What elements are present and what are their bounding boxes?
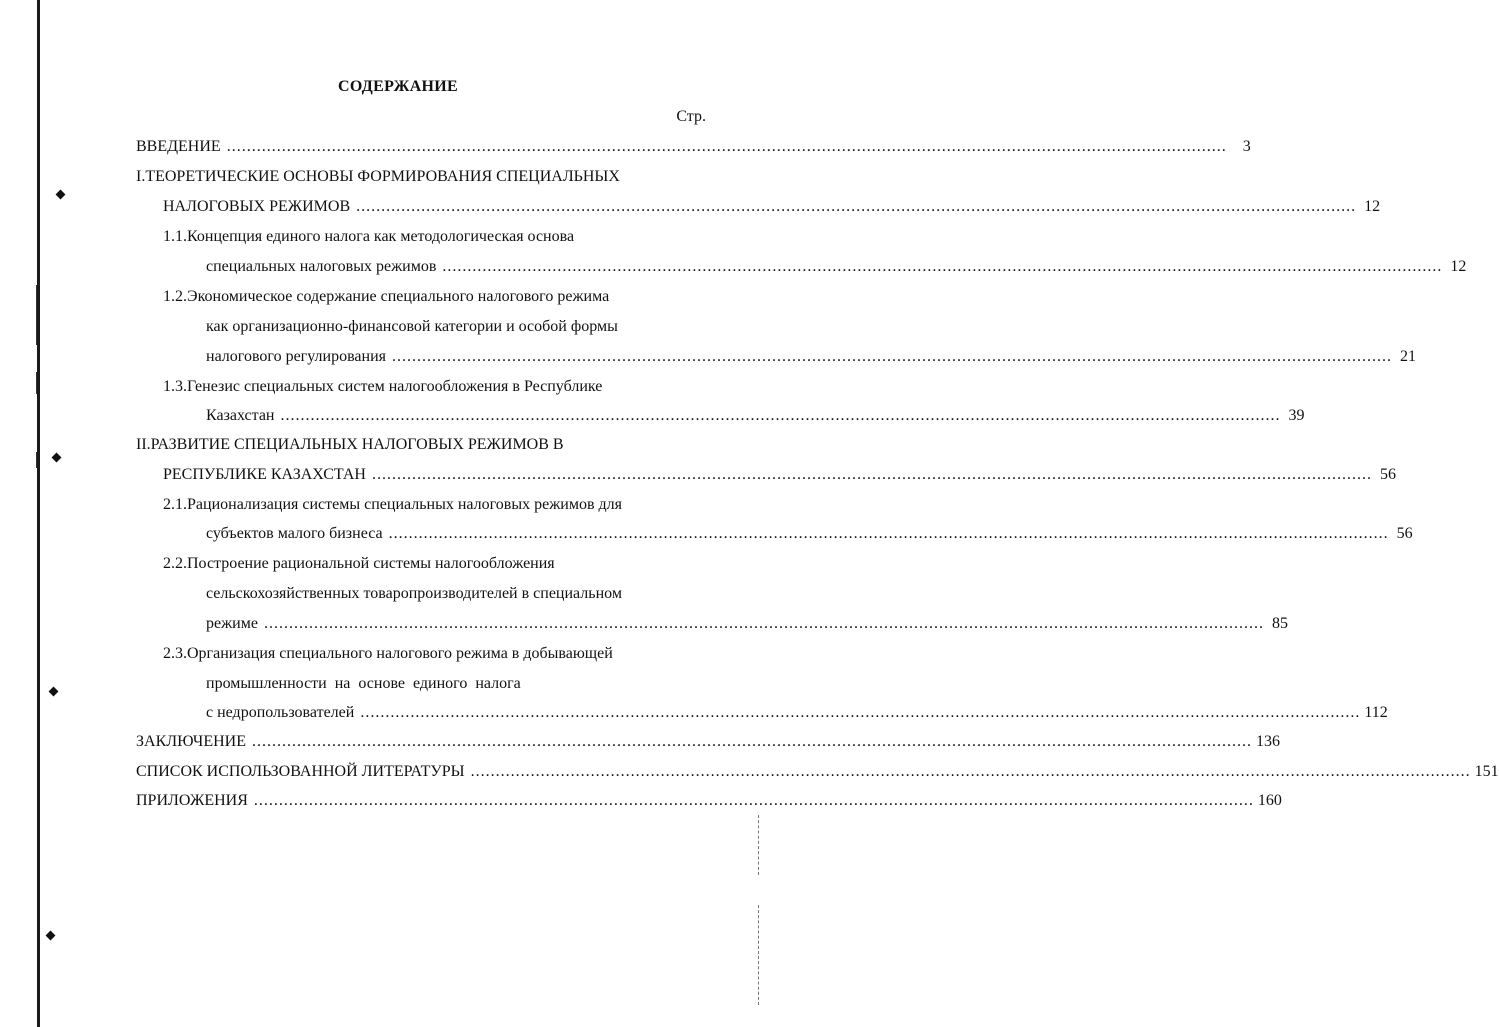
toc-leader-dots: ........................................................................................................................................................................................................ <box>251 733 1252 750</box>
toc-chapter-number: II. <box>136 436 151 453</box>
scan-speck <box>56 190 66 200</box>
toc-leader-dots: ........................................................................................................................................................................................................ <box>360 704 1361 721</box>
scan-edge-line <box>37 0 40 1027</box>
toc-section-title-line: промышленности на основе единого налога <box>206 675 521 692</box>
toc-chapter-number: I. <box>136 168 146 185</box>
scan-speck <box>52 453 62 463</box>
toc-section-1-3-end[interactable] <box>206 405 1305 427</box>
toc-section-title-line: как организационно-финансовой категории и особой формы <box>206 318 618 335</box>
toc-page-number: 3 <box>1242 138 1251 155</box>
toc-chapter-1-title-end[interactable] <box>163 196 1381 218</box>
toc-entry-conclusion[interactable] <box>136 731 1280 753</box>
toc-section-2-2[interactable] <box>163 553 555 575</box>
toc-page-number: 12 <box>1364 198 1381 215</box>
toc-section-2-1[interactable] <box>163 494 622 516</box>
toc-chapter-2-heading[interactable] <box>136 434 564 456</box>
toc-leader-dots: ........................................................................................................................................................................................................ <box>280 407 1281 424</box>
toc-section-title-line: Концепция единого налога как методологическая основа <box>187 228 575 245</box>
toc-section-title-line: субъектов малого бизнеса <box>206 525 383 542</box>
toc-page-number: 39 <box>1288 407 1305 424</box>
toc-section-2-3-end[interactable] <box>206 702 1388 724</box>
toc-entry-label: ВВЕДЕНИЕ <box>136 138 221 155</box>
toc-section-title-line: Рационализация системы специальных налоговых режимов для <box>187 496 622 513</box>
scan-mark <box>758 815 760 875</box>
toc-leader-dots: ........................................................................................................................................................................................................ <box>253 792 1254 809</box>
toc-chapter-2-title-end[interactable] <box>163 464 1396 486</box>
toc-section-title-line: Казахстан <box>206 407 275 424</box>
toc-section-title-line: Построение рациональной системы налогообложения <box>187 555 555 572</box>
toc-page-number: 21 <box>1400 348 1416 365</box>
toc-section-1-2[interactable] <box>163 286 609 308</box>
toc-chapter-1-heading[interactable] <box>136 166 620 188</box>
toc-section-1-2-end[interactable] <box>206 346 1416 368</box>
toc-leader-dots: ........................................................................................................................................................................................................ <box>470 763 1471 780</box>
toc-leader-dots: ........................................................................................................................................................................................................ <box>371 466 1372 483</box>
toc-page-number: 160 <box>1257 792 1282 809</box>
toc-section-title-line: специальных налоговых режимов <box>206 258 437 275</box>
toc-leader-dots: ........................................................................................................................................................................................................ <box>392 348 1392 365</box>
toc-section-1-3[interactable] <box>163 376 602 398</box>
scan-mark <box>36 372 37 394</box>
toc-leader-dots: ........................................................................................................................................................................................................ <box>388 525 1389 542</box>
toc-section-2-1-end[interactable] <box>206 523 1413 545</box>
toc-section-title-line: Генезис специальных систем налогообложения в Республике <box>187 378 603 395</box>
toc-section-title-line: Организация специального налогового режима в добывающей <box>187 645 613 662</box>
toc-entry-label: ПРИЛОЖЕНИЯ <box>136 792 248 809</box>
toc-entry-introduction[interactable] <box>136 136 1251 158</box>
toc-section-title-line: с недропользователей <box>206 704 355 721</box>
toc-section-2-3[interactable] <box>163 643 613 665</box>
toc-section-title-line: сельскохозяйственных товаропроизводителей в специальном <box>206 585 622 602</box>
toc-page-number: 112 <box>1364 704 1388 721</box>
toc-section-title-line: Экономическое содержание специального налогового режима <box>187 288 610 305</box>
toc-section-number: 2.3. <box>163 645 187 662</box>
toc-section-1-1[interactable] <box>163 226 574 248</box>
scan-mark <box>36 452 37 468</box>
toc-section-number: 1.3. <box>163 378 187 395</box>
toc-leader-dots: ........................................................................................................................................................................................................ <box>442 258 1443 275</box>
toc-chapter-title-line: НАЛОГОВЫХ РЕЖИМОВ <box>163 198 351 215</box>
toc-page-number: 56 <box>1396 525 1413 542</box>
toc-page-number: 85 <box>1271 615 1288 632</box>
toc-section-number: 2.1. <box>163 496 187 513</box>
toc-chapter-title-line: РАЗВИТИЕ СПЕЦИАЛЬНЫХ НАЛОГОВЫХ РЕЖИМОВ В <box>150 436 564 453</box>
toc-entry-label: СПИСОК ИСПОЛЬЗОВАННОЙ ЛИТЕРАТУРЫ <box>136 763 465 780</box>
scan-mark <box>36 285 37 345</box>
page-title: СОДЕРЖАНИЕ <box>337 78 459 95</box>
toc-page-number: 56 <box>1379 466 1396 483</box>
toc-entry-label: ЗАКЛЮЧЕНИЕ <box>136 733 246 750</box>
toc-section-2-2-end[interactable] <box>206 613 1288 635</box>
toc-leader-dots: ........................................................................................................................................................................................................ <box>356 198 1357 215</box>
scan-mark <box>758 905 760 1005</box>
toc-chapter-title-line: ТЕОРЕТИЧЕСКИЕ ОСНОВЫ ФОРМИРОВАНИЯ СПЕЦИАЛЬНЫХ <box>145 168 620 185</box>
toc-leader-dots: ........................................................................................................................................................................................................ <box>226 138 1227 155</box>
toc-entry-references[interactable] <box>136 761 1499 783</box>
toc-section-1-1-end[interactable] <box>206 256 1467 278</box>
toc-section-number: 1.1. <box>163 228 187 245</box>
page-column-label: Стр. <box>676 108 706 125</box>
scan-speck <box>46 931 56 941</box>
toc-section-title-line: режиме <box>206 615 258 632</box>
toc-entry-appendices[interactable] <box>136 790 1282 812</box>
toc-chapter-title-line: РЕСПУБЛИКЕ КАЗАХСТАН <box>163 466 366 483</box>
toc-section-title-line: налогового регулирования <box>206 348 386 365</box>
scan-speck <box>49 687 59 697</box>
toc-page-number: 151 <box>1474 763 1499 780</box>
toc-page-number: 136 <box>1255 733 1280 750</box>
toc-page-number: 12 <box>1450 258 1467 275</box>
toc-leader-dots: ........................................................................................................................................................................................................ <box>263 615 1264 632</box>
toc-section-number: 1.2. <box>163 288 187 305</box>
toc-section-number: 2.2. <box>163 555 187 572</box>
